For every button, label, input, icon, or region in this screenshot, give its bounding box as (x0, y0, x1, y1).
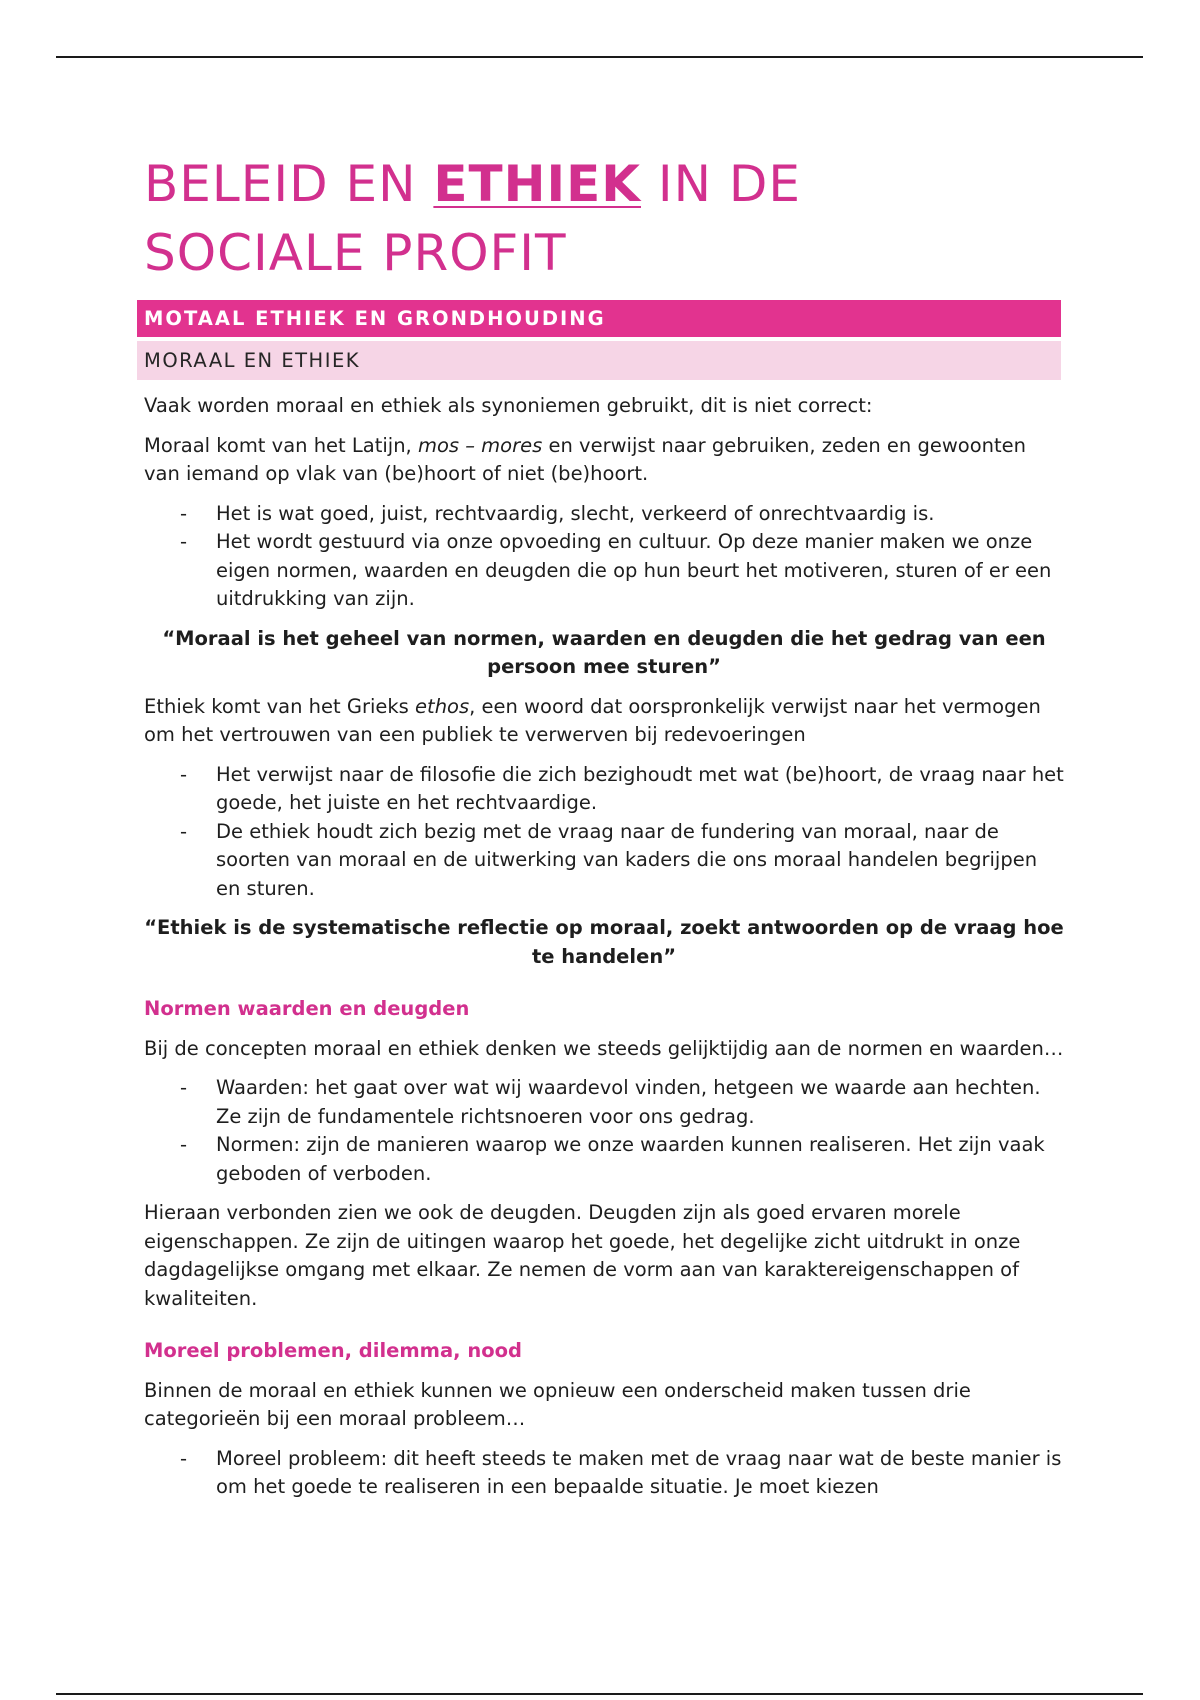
list-item: - Waarden: het gaat over wat wij waardevol vinden, hetgeen we waarde aan hechten. Ze zijn de fundamentele richtsnoeren voor ons gedrag. (144, 1074, 1064, 1131)
list-item: - Normen: zijn de manieren waarop we onze waarden kunnen realiseren. Het zijn vaak geboden of verboden. (144, 1131, 1064, 1188)
moreel-bullet-list (144, 1445, 1064, 1502)
ethiek-def-greek: ethos (415, 694, 470, 718)
ethiek-definition (144, 693, 1064, 750)
list-item: - Het is wat goed, juist, rechtvaardig, slecht, verkeerd of onrechtvaardig is. (144, 500, 1064, 529)
title-line1-after: IN DE (641, 155, 802, 213)
section-heading-normen: Normen waarden en deugden (144, 997, 470, 1020)
ethiek-def-text: Ethiek komt van het Grieks (144, 694, 416, 718)
moraal-def-latin: mos – mores (417, 433, 543, 457)
title-line2: SOCIALE PROFIT (144, 224, 567, 282)
moraal-def-text-rest: en verwijst naar gebruiken, zeden en gewoonten van iemand op vlak van (be)hoort of niet (be)hoort. (144, 433, 1027, 485)
moraal-definition (144, 432, 1064, 489)
moreel-intro: Binnen de moraal en ethiek kunnen we opnieuw een onderscheid maken tussen drie categorieën bij een moraal probleem… (144, 1378, 971, 1430)
document-body (144, 150, 1064, 1502)
intro-paragraph: Vaak worden moraal en ethiek als synoniemen gebruikt, dit is niet correct: (144, 394, 873, 417)
document-title (144, 150, 1064, 288)
list-item: - Het verwijst naar de filosofie die zich bezighoudt met wat (be)hoort, de vraag naar het goede, het juiste en het rechtvaardige. (144, 761, 1064, 818)
normen-intro: Bij de concepten moraal en ethiek denken we steeds gelijktijdig aan de normen en waarden… (144, 1036, 1064, 1060)
ethiek-quote: “Ethiek is de systematische reflectie op moraal, zoekt antwoorden op de vraag hoe te handelen” (144, 916, 1064, 968)
section-heading-moreel: Moreel problemen, dilemma, nood (144, 1339, 522, 1362)
list-item: - Het wordt gestuurd via onze opvoeding en cultuur. Op deze manier maken we onze eigen normen, waarden en deugden die op hun beurt het motiveren, sturen of er een uitdrukking van zijn. (144, 528, 1064, 614)
moraal-bullet-list (144, 500, 1064, 614)
normen-bullet-list (144, 1074, 1064, 1188)
top-rule (56, 56, 1143, 58)
bottom-rule (56, 1693, 1143, 1695)
list-item: - De ethiek houdt zich bezig met de vraag naar de fundering van moraal, naar de soorten van moraal en de uitwerking van kaders die ons moraal handelen begrijpen en sturen. (144, 818, 1064, 904)
title-emphasis: ETHIEK (433, 155, 641, 213)
moraal-quote: “Moraal is het geheel van normen, waarden en deugden die het gedrag van een persoon mee sturen” (162, 626, 1046, 678)
ethiek-def-text-rest: , een woord dat oorspronkelijk verwijst naar het vermogen om het vertrouwen van een publiek te verwerven bij redevoeringen (144, 694, 1041, 746)
list-item: - Moreel probleem: dit heeft steeds te maken met de vraag naar wat de beste manier is om het goede te realiseren in een bepaalde situatie. Je moet kiezen (144, 1445, 1064, 1502)
deugden-paragraph: Hieraan verbonden zien we ook de deugden. Deugden zijn als goed ervaren morele eigenschappen. Ze zijn de uitingen waarop het goede, het degelijke zicht uitdrukt in onze dagdagelijkse omgang met elkaar. Ze nemen de vorm aan van karaktereigenschappen of kwaliteiten. (144, 1201, 1021, 1310)
title-line1-before: BELEID EN (144, 155, 434, 213)
heading-2-bar: MORAAL EN ETHIEK (137, 341, 1061, 380)
heading-1-bar: MOTAAL ETHIEK EN GRONDHOUDING (137, 300, 1061, 337)
moraal-def-text: Moraal komt van het Latijn, (144, 433, 418, 457)
ethiek-bullet-list (144, 761, 1064, 904)
